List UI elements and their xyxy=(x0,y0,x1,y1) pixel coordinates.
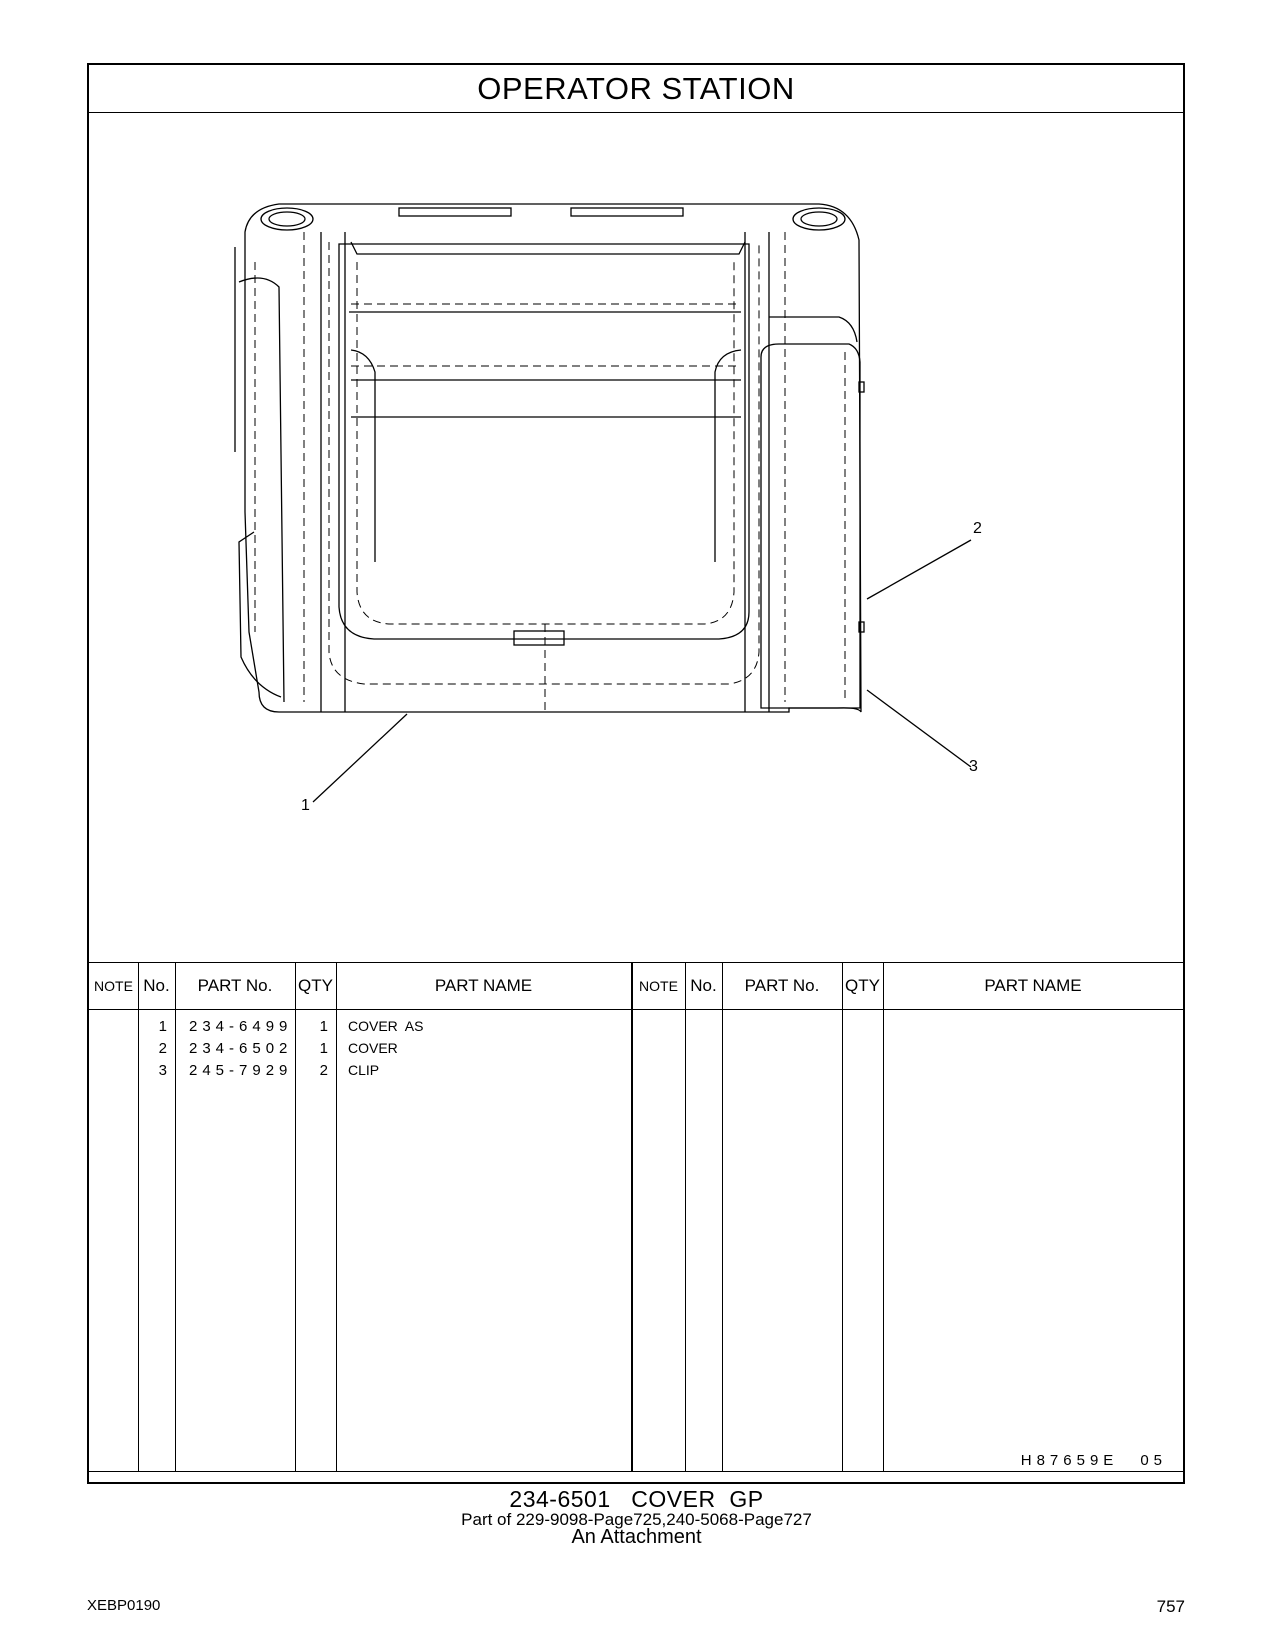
row-no: 3 xyxy=(158,1061,167,1079)
header-qty: QTY xyxy=(298,976,333,995)
row-qty: 2 xyxy=(319,1061,328,1079)
illustration-number: H87659E xyxy=(1020,1452,1119,1469)
header-part-no-2: PART No. xyxy=(744,976,820,995)
header-note: NOTE xyxy=(94,978,133,994)
col-divider xyxy=(175,963,176,1471)
row-no: 1 xyxy=(158,1017,167,1035)
header-no: No. xyxy=(143,976,170,995)
row-qty: 1 xyxy=(319,1039,328,1057)
header-qty-2: QTY xyxy=(845,976,880,995)
col-divider xyxy=(685,963,686,1471)
row-part-no: 234-6499 xyxy=(189,1017,293,1035)
header-note-2: NOTE xyxy=(639,978,678,994)
group-title: 234-6501 COVER GP xyxy=(509,1486,764,1512)
document-id: XEBP0190 xyxy=(87,1597,161,1614)
col-divider xyxy=(842,963,843,1471)
table-header xyxy=(89,963,1183,1010)
col-divider xyxy=(883,963,884,1471)
cover-drawing xyxy=(89,112,1183,962)
revision: 05 xyxy=(1140,1452,1167,1469)
row-part-name: CLIP xyxy=(348,1062,380,1078)
col-divider xyxy=(336,963,337,1471)
row-part-name: COVER AS xyxy=(348,1018,424,1034)
row-qty: 1 xyxy=(319,1017,328,1035)
attachment-label: An Attachment xyxy=(571,1526,702,1548)
header-no-2: No. xyxy=(690,976,717,995)
page-title: OPERATOR STATION xyxy=(89,65,1183,113)
header-part-name: PART NAME xyxy=(434,976,533,995)
table-bottom-border xyxy=(89,1471,1183,1472)
part-of-reference: Part of 229-9098-Page725,240-5068-Page727 xyxy=(461,1510,812,1529)
row-part-no: 234-6502 xyxy=(189,1039,293,1057)
callout-2: 2 xyxy=(973,520,982,537)
callout-1: 1 xyxy=(301,797,310,814)
parts-illustration xyxy=(89,112,1183,962)
row-no: 2 xyxy=(158,1039,167,1057)
illustration-id xyxy=(1021,1452,1167,1469)
header-part-no: PART No. xyxy=(197,976,273,995)
header-part-name-2: PART NAME xyxy=(984,976,1082,995)
row-part-name: COVER xyxy=(348,1040,398,1056)
col-divider xyxy=(631,963,633,1471)
row-part-no: 245-7929 xyxy=(189,1061,293,1079)
callout-3: 3 xyxy=(969,758,978,775)
col-divider xyxy=(722,963,723,1471)
page-frame xyxy=(87,63,1185,1484)
page-number: 757 xyxy=(1156,1597,1185,1616)
parts-table xyxy=(89,962,1183,1471)
